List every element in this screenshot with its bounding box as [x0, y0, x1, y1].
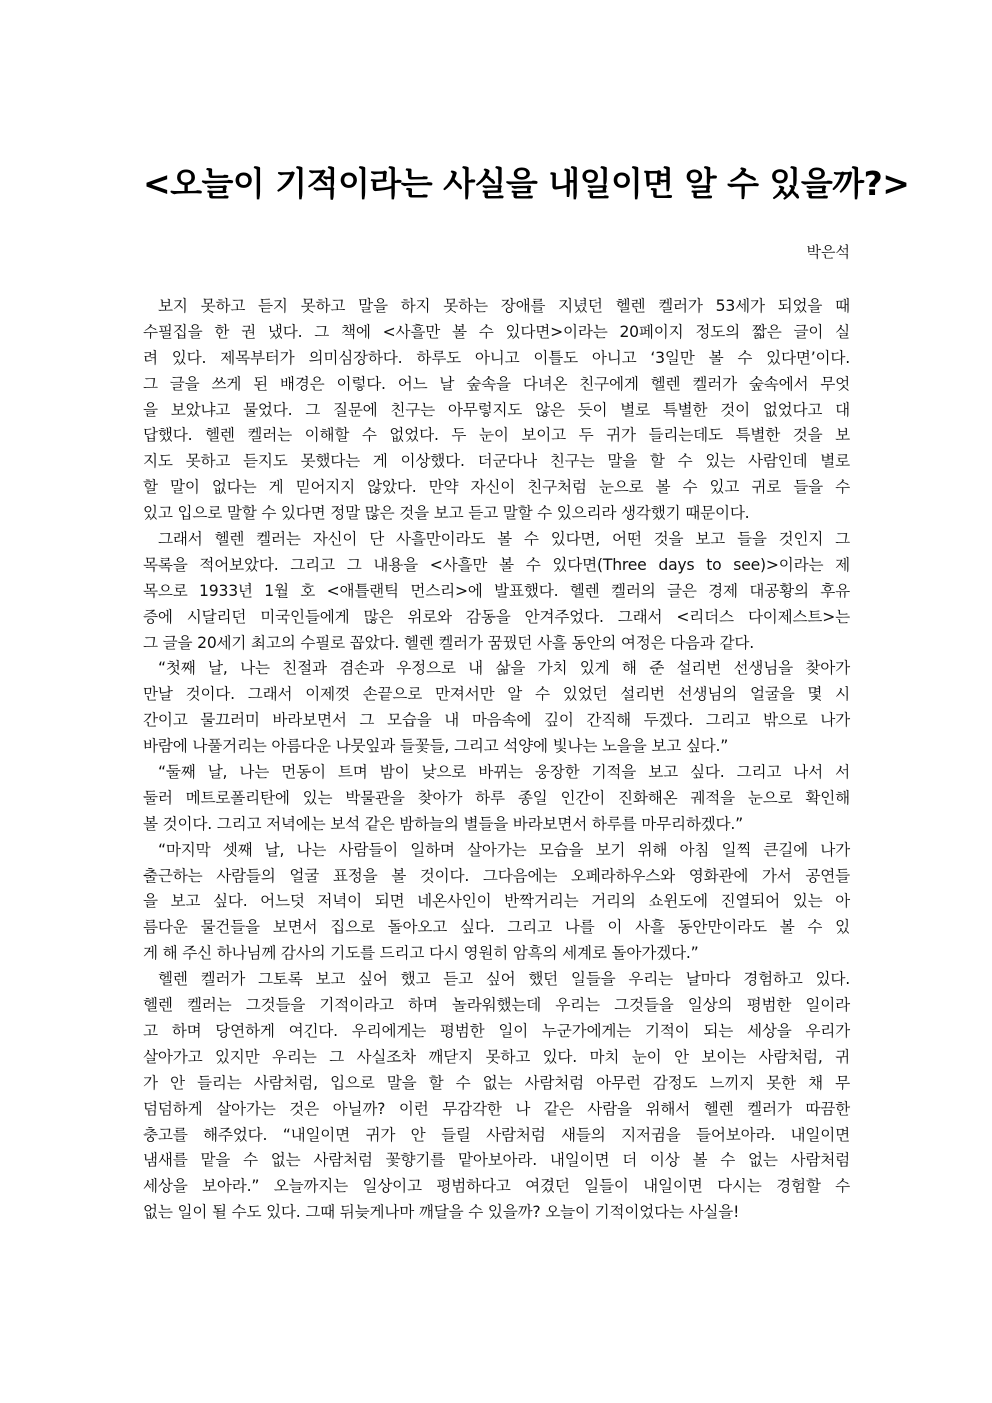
text-line: 답했다. 헬렌 켈러는 이해할 수 없었다. 두 눈이 보이고 두 귀가 들리는데도 특별한 것을 보: [143, 426, 850, 445]
text-line: 려 있다. 제목부터가 의미심장하다. 하루도 아니고 이틀도 아니고 ‘3일만 볼 수 있다면’이다.: [143, 348, 850, 367]
text-line: 냄새를 맡을 수 없는 사람처럼 꽃향기를 맡아보아라. 내일이면 더 이상 볼 수 없는 사람처럼: [143, 1151, 850, 1170]
text-line: 만날 것이다. 그래서 이제껏 손끝으로 만져서만 알 수 있었던 설리번 선생님의 얼굴을 몇 시: [143, 685, 850, 704]
text-line: 고 하며 당연하게 여긴다. 우리에게는 평범한 일이 누군가에게는 기적이 되는 세상을 우리가: [143, 1021, 850, 1040]
text-line: 세상을 보아라.” 오늘까지는 일상이고 평범하다고 여겼던 일들이 내일이면 다시는 경험할 수: [143, 1177, 850, 1196]
text-line: 둘러 메트로폴리탄에 있는 박물관을 찾아가 하루 종일 인간이 진화해온 궤적을 눈으로 확인해: [143, 788, 850, 807]
text-line: 할 말이 없다는 게 믿어지지 않았다. 만약 자신이 친구처럼 눈으로 볼 수 있고 귀로 들을 수: [143, 478, 850, 497]
text-line: 충고를 해주었다. “내일이면 귀가 안 들릴 사람처럼 새들의 지저귐을 들어보아라. 내일이면: [143, 1125, 850, 1144]
text-line: 게 해 주신 하나님께 감사의 기도를 드리고 다시 영원히 암흑의 세계로 돌아가겠다.”: [143, 944, 699, 963]
text-line: 가 안 들리는 사람처럼, 입으로 말을 할 수 없는 사람처럼 아무런 감정도 느끼지 못한 채 무: [143, 1073, 850, 1092]
text-line: 간이고 물끄러미 바라보면서 그 모습을 내 마음속에 깊이 간직해 두겠다. 그리고 밖으로 나가: [143, 711, 850, 730]
text-line: 을 보고 싶다. 어느덧 저녁이 되면 네온사인이 반짝거리는 거리의 쇼윈도에 진열되어 있는 아: [143, 892, 850, 911]
text-line: 목으로 1933년 1월 호 <애틀랜틱 먼스리>에 발표했다. 헬렌 켈러의 글은 경제 대공황의 후유: [143, 581, 850, 600]
text-line: 덤덤하게 살아가는 것은 아닐까? 이런 무감각한 나 같은 사람을 위해서 헬렌 켈러가 따끔한: [143, 1099, 850, 1118]
author-name: 박은석: [806, 243, 850, 261]
text-line: “마지막 셋째 날, 나는 사람들이 일하며 살아가는 모습을 보기 위해 아침 일찍 큰길에 나가: [158, 840, 850, 859]
text-line: 목록을 적어보았다. 그리고 그 내용을 <사흘만 볼 수 있다면(Three days to see)>이라는 제: [143, 555, 850, 574]
text-line: 름다운 물건들을 보면서 집으로 돌아오고 싶다. 그리고 나를 이 사흘 동안만이라도 볼 수 있: [143, 918, 850, 937]
text-line: 을 보았냐고 물었다. 그 질문에 친구는 아무렇지도 않은 듯이 별로 특별한 것이 없었다고 대: [143, 400, 850, 419]
text-line: 바람에 나풀거리는 아름다운 나뭇잎과 들꽃들, 그리고 석양에 빛나는 노을을 보고 싶다.”: [143, 737, 729, 756]
text-line: 있고 입으로 말할 수 있다면 정말 많은 것을 보고 듣고 말할 수 있으리라 생각했기 때문이다.: [143, 504, 750, 523]
text-line: “첫째 날, 나는 친절과 겸손과 우정으로 내 삶을 가치 있게 해 준 설리번 선생님을 찾아가: [158, 659, 850, 678]
text-line: “둘째 날, 나는 먼동이 트며 밤이 낮으로 바뀌는 웅장한 기적을 보고 싶다. 그리고 나서 서: [158, 763, 850, 782]
text-line: 그래서 헬렌 켈러는 자신이 단 사흘만이라도 볼 수 있다면, 어떤 것을 보고 들을 것인지 그: [158, 530, 850, 549]
text-line: 증에 시달리던 미국인들에게 많은 위로와 감동을 안겨주었다. 그래서 <리더스 다이제스트>는: [143, 607, 850, 626]
text-line: 없는 일이 될 수도 있다. 그때 뒤늦게나마 깨달을 수 있을까? 오늘이 기적이었다는 사실을!: [143, 1203, 740, 1222]
document-body: [143, 294, 850, 1226]
text-line: 볼 것이다. 그리고 저녁에는 보석 같은 밤하늘의 별들을 바라보면서 하루를 마무리하겠다.”: [143, 814, 744, 833]
text-line: 헬렌 켈러가 그토록 보고 싶어 했고 듣고 싶어 했던 일들을 우리는 날마다 경험하고 있다.: [158, 970, 850, 989]
text-line: 보지 못하고 듣지 못하고 말을 하지 못하는 장애를 지녔던 헬렌 켈러가 53세가 되었을 때: [158, 297, 850, 315]
text-line: 지도 못하고 듣지도 못했다는 게 이상했다. 더군다나 친구는 말을 할 수 있는 사람인데 별로: [143, 452, 850, 471]
text-line: 그 글을 20세기 최고의 수필로 꼽았다. 헬렌 켈러가 꿈꿨던 사흘 동안의 여정은 다음과 같다.: [143, 633, 755, 652]
text-line: 출근하는 사람들의 얼굴 표정을 볼 것이다. 그다음에는 오페라하우스와 영화관에 가서 공연들: [143, 866, 850, 885]
text-line: 헬렌 켈러는 그것들을 기적이라고 하며 놀라워했는데 우리는 그것들을 일상의 평범한 일이라: [143, 996, 850, 1015]
text-line: 그 글을 쓰게 된 배경은 이렇다. 어느 날 숲속을 다녀온 친구에게 헬렌 켈러가 숲속에서 무엇: [143, 374, 850, 393]
document-title: <오늘이 기적이라는 사실을 내일이면 알 수 있을까?>: [143, 164, 910, 203]
text-line: 살아가고 있지만 우리는 그 사실조차 깨닫지 못하고 있다. 마치 눈이 안 보이는 사람처럼, 귀: [143, 1047, 850, 1066]
text-line: 수필집을 한 권 냈다. 그 책에 <사흘만 볼 수 있다면>이라는 20페이지 정도의 짧은 글이 실: [143, 322, 850, 341]
